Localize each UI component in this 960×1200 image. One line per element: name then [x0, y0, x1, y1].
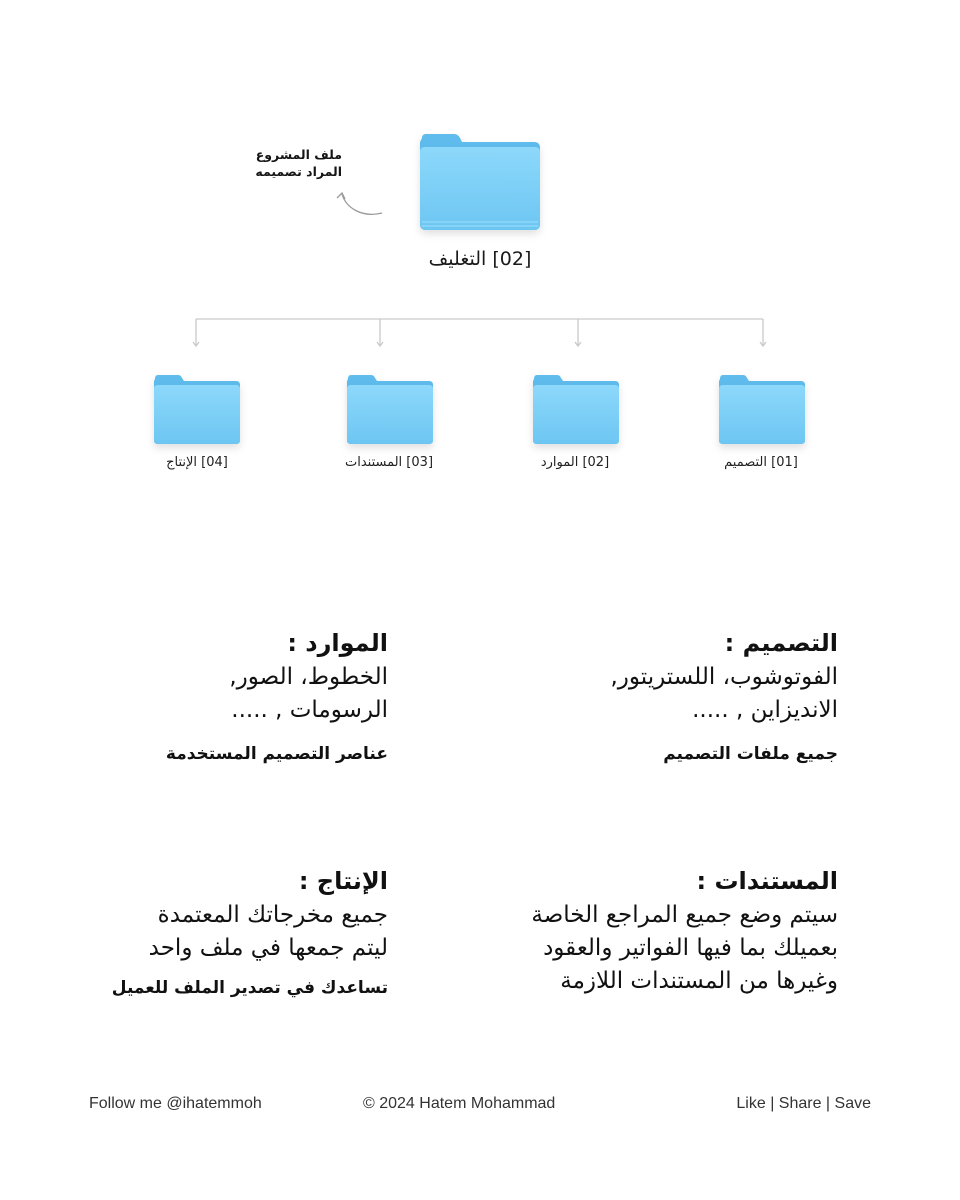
main-folder-label: [02] التغليف — [428, 248, 532, 270]
section-resources-title: الموارد : — [287, 629, 388, 657]
folder-label-documents: [03] المستندات — [344, 455, 434, 470]
section-production-title: الإنتاج : — [298, 867, 388, 895]
folder-label-design: [01] التصميم — [724, 455, 798, 470]
annotation-line-2: المراد تصميمه — [255, 164, 342, 179]
section-production-line: جميع مخرجاتك المعتمدة — [157, 902, 388, 928]
section-resources-line: الخطوط، الصور, — [229, 664, 388, 690]
section-design-line: الانديزاين , ..... — [692, 697, 838, 723]
section-production-note: تساعدك في تصدير الملف للعميل — [111, 978, 388, 998]
section-resources-note: عناصر التصميم المستخدمة — [165, 744, 388, 764]
section-production-body — [90, 899, 388, 965]
section-documents-line: بعميلك بما فيها الفواتير والعقود — [543, 935, 838, 961]
section-documents-body — [440, 899, 838, 998]
tree-connector — [0, 0, 960, 360]
section-production — [90, 866, 388, 999]
section-design-line: الفوتوشوب، اللستريتور, — [610, 664, 838, 690]
section-design-title: التصميم : — [724, 629, 838, 657]
folder-icon[interactable] — [345, 374, 435, 446]
section-design-body — [490, 661, 838, 727]
folder-label-production: [04] الإنتاج — [166, 455, 228, 470]
section-resources-line: الرسومات , ..... — [231, 697, 388, 723]
section-resources — [90, 628, 388, 765]
section-resources-body — [90, 661, 388, 727]
section-production-line: ليتم جمعها في ملف واحد — [148, 935, 388, 961]
footer-follow: Follow me @ihatemmoh — [89, 1095, 262, 1112]
section-design-note: جميع ملفات التصميم — [663, 744, 838, 764]
section-documents-line: سيتم وضع جميع المراجع الخاصة — [531, 902, 838, 928]
section-design — [490, 628, 838, 765]
folder-icon[interactable] — [152, 374, 242, 446]
section-documents-line: وغيرها من المستندات اللازمة — [560, 968, 838, 994]
footer-copyright: © 2024 Hatem Mohammad — [363, 1095, 556, 1112]
section-documents-title: المستندات : — [696, 867, 838, 895]
folder-icon[interactable] — [717, 374, 807, 446]
folder-label-resources: [02] الموارد — [540, 455, 610, 470]
section-documents — [440, 866, 838, 998]
folder-icon[interactable] — [531, 374, 621, 446]
annotation-line-1: ملف المشروع — [255, 147, 342, 162]
footer-actions: Like | Share | Save — [736, 1095, 871, 1112]
